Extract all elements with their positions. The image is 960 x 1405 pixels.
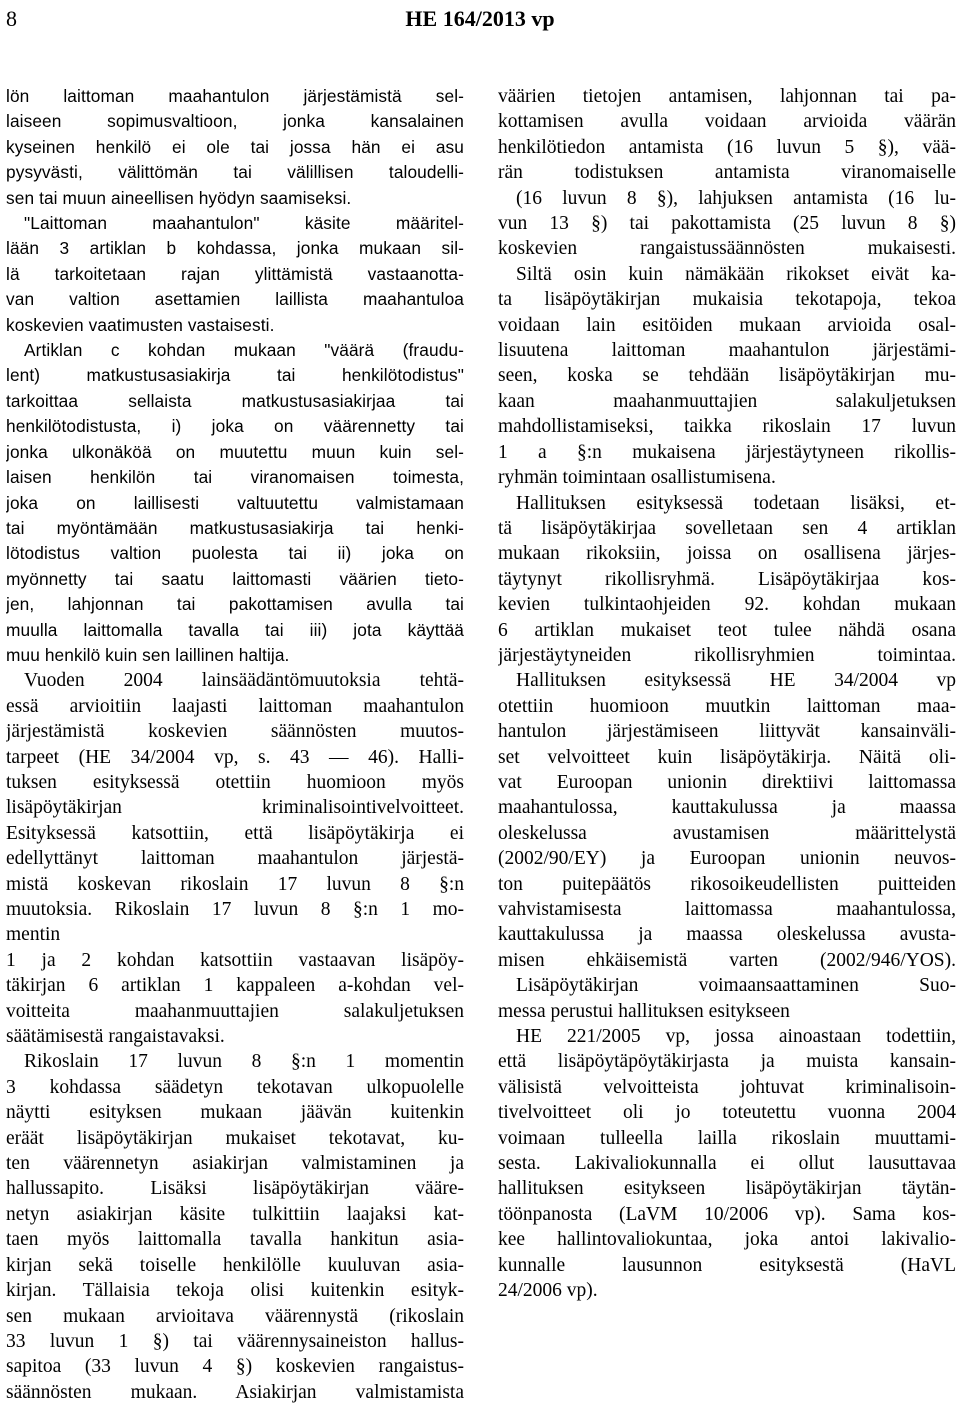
left-column-text-line: joka on laillisesti valtuutettu valmistamaan <box>6 492 464 513</box>
right-column-text-line: väärien tietojen antamisen, lahjonnan tai pa- <box>498 86 956 107</box>
right-column-text-line: vat Euroopan unionin direktiivi laittomassa <box>498 771 956 793</box>
right-column-text-line: (2002/90/EY) ja Euroopan unionin neuvos- <box>498 848 956 870</box>
right-column <box>498 84 956 1304</box>
page-number: 8 <box>6 6 17 31</box>
left-column-text-line: lä tarkoitetaan rajan ylittämistä vastaanotta- <box>6 263 464 284</box>
right-column-text-line: hallituksen esitykseen lisäpöytäkirjan täytän- <box>498 1178 956 1200</box>
right-column-text-line: kevien tulkintaohjeiden 92. kohdan mukaan <box>498 594 956 616</box>
right-column-text-line: oleskelussa avustamisen määrittelystä <box>498 822 956 844</box>
left-column-text-line: mistä koskevan rikoslain 17 luvun 8 §:n <box>6 873 464 895</box>
right-column-text-line: että lisäpöytäpöytäkirjasta ja muista kansain- <box>498 1051 956 1073</box>
right-column-text-line: ryhmän toimintaan osallistumisena. <box>498 467 776 489</box>
right-column-text-line: kee hallintovaliokuntaa, joka antoi lakivalio- <box>498 1229 956 1251</box>
right-column-text-line: 6 artiklan mukaiset teot tulee nähdä osana <box>498 619 956 641</box>
right-column-text-line: set velvoitteet kuin lisäpöytäkirja. Näitä oli- <box>498 746 956 768</box>
right-column-text-line: kottamisen avulla voidaan arvioida väärän <box>498 111 956 133</box>
right-column-text-line: hantulon järjestämiseen liittyvät kansainväli- <box>498 721 956 743</box>
left-column-text-line: mentin <box>6 924 61 946</box>
left-column-text-line: 3 kohdassa säädetyn tekotavan ulkopuolelle <box>6 1076 464 1098</box>
left-column-text-line: kirjan. Tällaisia tekoja olisi kuitenkin esityk- <box>6 1280 464 1302</box>
left-column-text-line: järjestämistä koskevien säännösten muutos- <box>6 721 464 743</box>
right-column-text-line: 24/2006 vp). <box>498 1280 598 1302</box>
right-column-text-line: maahantulossa, kauttakulussa ja maassa <box>498 797 956 819</box>
left-column-text-line: edellyttänyt laittoman maahantulon järjestä- <box>6 848 464 870</box>
left-column-text-line: sen mukaan arvioitava väärennystä (rikoslain <box>6 1305 464 1327</box>
left-column-text-line: van valtion asettamien laillista maahantuloa <box>6 289 464 310</box>
left-column-text-line: eräät lisäpöytäkirjan mukaiset tekotavat, ku- <box>6 1127 464 1149</box>
right-column-text-line: messa perustui hallituksen esitykseen <box>498 1000 790 1022</box>
left-column-text-line: "Laittoman maahantulon" käsite määritel- <box>24 213 464 234</box>
left-column-text-line: sapitoa (33 luvun 4 §) koskevien rangaistus- <box>6 1356 464 1378</box>
right-column-text-line: voimaan tulleella lailla rikoslain muuttami- <box>498 1127 956 1149</box>
right-column-text-line: henkilötiedon antamista (16 luvun 5 §), vää- <box>498 136 956 158</box>
left-column-text-line: essä arvioitiin laajasti laittoman maahantulon <box>6 695 464 717</box>
left-column-text-line: taen myös laittomalla tavalla hankitun asia- <box>6 1229 464 1251</box>
left-column-text-line: tuksen esityksessä otettiin huomioon myös <box>6 771 464 793</box>
left-column-text-line: 1 ja 2 kohdan katsottiin vastaavan lisäpöy- <box>6 949 464 971</box>
left-column-text-line: täkirjan 6 artiklan 1 kappaleen a-kohdan vel- <box>6 975 464 997</box>
left-column-text-line: koskevien vaatimusten vastaisesti. <box>6 314 275 335</box>
right-column-text-line: seen, koska se tehdään lisäpöytäkirjan mu- <box>498 365 956 387</box>
right-column-text-line: Hallituksen esityksessä HE 34/2004 vp <box>516 670 956 692</box>
left-column-text-line: voitteita maahanmuuttajien salakuljetuksen <box>6 1000 464 1022</box>
left-column-text-line: myönnetty tai saatu laittomasti väärien tieto- <box>6 568 464 589</box>
right-column-text-line: välisistä velvoitteista johtuvat kriminalisoin- <box>498 1076 956 1098</box>
right-column-text-line: 1 a §:n mukaisena järjestäytyneen rikollis- <box>498 441 956 463</box>
left-column-text-line: 33 luvun 1 §) tai väärennysaineiston hallus- <box>6 1330 464 1352</box>
right-column-text-line: ta lisäpöytäkirjan mukaisia tekotapoja, tekoa <box>498 289 956 311</box>
left-column-text-line: lön laittoman maahantulon järjestämistä sel- <box>6 86 464 106</box>
right-column-text-line: vahvistamisesta laittomassa maahantulossa, <box>498 899 956 920</box>
document-id: HE 164/2013 vp <box>405 6 555 31</box>
left-column-text-line: jen, lahjonnan tai pakottamisen avulla tai <box>6 594 464 615</box>
right-column-text-line: voidaan lain esitöiden mukaan arvioida osal- <box>498 314 956 336</box>
right-column-text-line: rän todistuksen antamista viranomaiselle <box>498 162 956 184</box>
left-column-text-line: lään 3 artiklan b kohdassa, jonka mukaan sil- <box>6 238 464 259</box>
right-column-text-line: kauttakulussa ja maassa oleskelussa avusta- <box>498 924 956 946</box>
left-column-text-line: lisäpöytäkirjan kriminalisointivelvoitteet. <box>6 797 464 819</box>
left-column-text-line: Vuoden 2004 lainsäädäntömuutoksia tehtä- <box>24 670 464 692</box>
right-column-text-line: sesta. Lakivaliokunnalla ei ollut lausuttavaa <box>498 1153 956 1175</box>
left-column-text-line: Rikoslain 17 luvun 8 §:n 1 momentin <box>24 1051 464 1073</box>
right-column-text-line: mukaan rikoksiin, joissa on osallisena järjes- <box>498 543 956 565</box>
left-column-text-line: pysyvästi, välittömän tai välillisen taloudelli- <box>6 162 464 183</box>
page-header <box>0 6 960 34</box>
right-column-text-line: ton puitepäätös rikosoikeudellisten puitteiden <box>498 873 956 895</box>
right-column-text-line: kaan maahanmuuttajien salakuljetuksen <box>498 390 956 412</box>
right-column-text-line: Lisäpöytäkirjan voimaansaattaminen Suo- <box>516 975 956 997</box>
right-column-text-line: tä lisäpöytäkirjaa sovelletaan sen 4 artiklan <box>498 517 956 539</box>
left-column-text-line: näytti esityksen mukaan jäävän kuitenkin <box>6 1102 464 1124</box>
right-column-text-line: vun 13 §) tai pakottamista (25 luvun 8 §) <box>498 213 956 235</box>
right-column-text-line: lisuutena laittoman maahantulon järjestämi- <box>498 340 956 362</box>
left-column-text-line: jonka ulkonäköä on muutettu muun kuin sel- <box>6 441 464 462</box>
right-column-text-line: töönpanosta (LaVM 10/2006 vp). Sama kos- <box>498 1203 956 1225</box>
left-column <box>6 84 464 1405</box>
left-column-text-line: Artiklan c kohdan mukaan "väärä (fraudu- <box>24 340 464 361</box>
left-column-text-line: kyseinen henkilö ei ole tai jossa hän ei asu <box>6 136 464 157</box>
right-column-text-line: täytynyt rikollisryhmä. Lisäpöytäkirjaa kos- <box>498 568 956 590</box>
right-column-text-line: misen ehkäisemistä varten (2002/946/YOS). <box>498 949 956 971</box>
left-column-text-line: muulla laittomalla tavalla tai iii) jota käyttää <box>6 619 464 640</box>
left-column-text-line: ten väärennetyn asiakirjan valmistaminen ja <box>6 1153 464 1175</box>
left-column-text-line: sen tai muun aineellisen hyödyn saamiseksi. <box>6 187 352 208</box>
left-column-text-line: säätämisestä rangaistavaksi. <box>6 1026 225 1048</box>
right-column-text-line: Hallituksen esityksessä todetaan lisäksi, et- <box>516 492 956 514</box>
left-column-text-line: henkilötodistusta, i) joka on väärennetty tai <box>6 416 464 437</box>
right-column-text-line: mahdollistamiseksi, taikka rikoslain 17 luvun <box>498 416 956 438</box>
right-column-text-line: Siltä osin kuin nämäkään rikokset eivät ka- <box>516 263 956 285</box>
right-column-text-line: otettiin huomioon muutkin laittoman maa- <box>498 695 956 717</box>
left-column-text-line: muutoksia. Rikoslain 17 luvun 8 §:n 1 mo- <box>6 899 464 920</box>
right-column-text-line: järjestäytyneiden rikollisryhmien toimintaa. <box>498 644 956 666</box>
left-column-text-line: laiseen sopimusvaltioon, jonka kansalainen <box>6 111 464 132</box>
right-column-text-line: HE 221/2005 vp, jossa ainoastaan todettiin, <box>516 1026 956 1048</box>
left-column-text-line: säännösten mukaan. Asiakirjan valmistamista <box>6 1381 464 1403</box>
right-column-text-line: (16 luvun 8 §), lahjuksen antamista (16 lu- <box>516 187 956 209</box>
left-column-text-line: Esityksessä katsottiin, että lisäpöytäkirja ei <box>6 822 464 844</box>
left-column-text-line: kirjan sekä toiselle henkilölle kuuluvan asia- <box>6 1254 464 1276</box>
left-column-text-line: muu henkilö kuin sen laillinen haltija. <box>6 644 290 665</box>
left-column-text-line: lent) matkustusasiakirja tai henkilötodistus" <box>6 365 464 386</box>
right-column-text-line: koskevien rangaistussäännösten mukaisesti. <box>498 238 956 260</box>
left-column-text-line: tai myöntämään matkustusasiakirja tai henki- <box>6 517 464 538</box>
left-column-text-line: laisen henkilön tai viranomaisen toimesta, <box>6 467 464 488</box>
left-column-text-line: lötodistus valtion puolesta tai ii) joka on <box>6 543 464 564</box>
right-column-text-line: kunnalle lausunnon esityksestä (HaVL <box>498 1254 956 1276</box>
left-column-text-line: tarpeet (HE 34/2004 vp, s. 43 — 46). Halli- <box>6 746 464 768</box>
right-column-text-line: tivelvoitteet oli jo toteutettu vuonna 2004 <box>498 1102 956 1124</box>
left-column-text-line: netyn asiakirjan käsite tulkittiin laajaksi kat- <box>6 1203 464 1225</box>
left-column-text-line: hallussapito. Lisäksi lisäpöytäkirjan vääre- <box>6 1178 464 1200</box>
left-column-text-line: tarkoittaa sellaista matkustusasiakirjaa tai <box>6 390 464 411</box>
